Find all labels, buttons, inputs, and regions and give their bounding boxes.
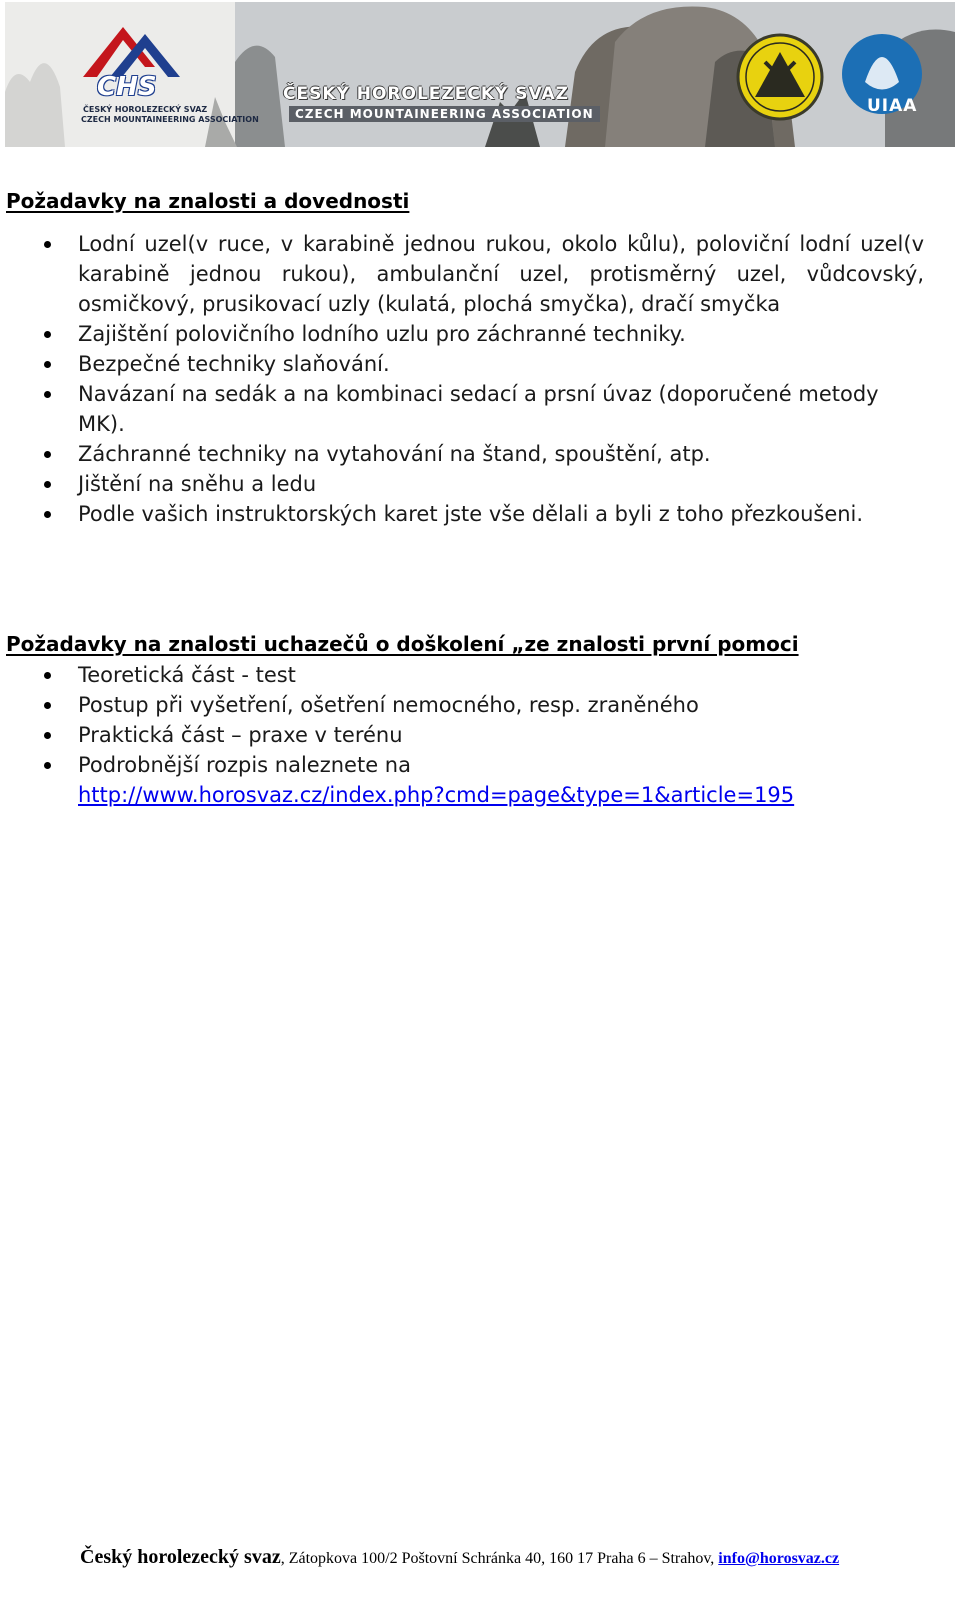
chs-logo-subtitle-en: CZECH MOUNTAINEERING ASSOCIATION bbox=[81, 115, 259, 124]
bullet-icon bbox=[44, 241, 51, 248]
list-item-text: Navázaní na sedák a na kombinaci sedací a prsní úvaz (doporučené metody MK). bbox=[78, 382, 879, 436]
bullet-icon bbox=[44, 732, 51, 739]
list-item-text: Postup při vyšetření, ošetření nemocného, resp. zraněného bbox=[78, 693, 699, 717]
list-item bbox=[0, 499, 924, 529]
details-link[interactable]: http://www.horosvaz.cz/index.php?cmd=page&type=1&article=195 bbox=[78, 783, 795, 807]
first-aid-list bbox=[0, 660, 924, 810]
bullet-icon bbox=[44, 672, 51, 679]
chs-logo-subtitle-cz: ČESKÝ HOROLEZECKÝ SVAZ bbox=[83, 105, 208, 114]
bullet-icon bbox=[44, 481, 51, 488]
bullet-icon bbox=[44, 391, 51, 398]
list-item-text: Praktická část – praxe v terénu bbox=[78, 723, 403, 747]
list-item-text: Lodní uzel(v ruce, v karabině jednou rukou, okolo kůlu), poloviční lodní uzel(v karabině jednou rukou), ambulanční uzel, protisměrný uzel, vůdcovský, osmičkový, prusikovací uzly (kulatá, plochá smyčka), dračí smyčka bbox=[78, 232, 924, 316]
list-item-text: Zajištění polovičního lodního uzlu pro záchranné techniky. bbox=[78, 322, 686, 346]
footer-address: , Zátopkova 100/2 Poštovní Schránka 40, 160 17 Praha 6 – Strahov, bbox=[280, 1550, 719, 1567]
list-item-text: Podle vašich instruktorských karet jste vše dělali a byli z toho přezkoušeni. bbox=[78, 502, 864, 526]
banner-subtitle: CZECH MOUNTAINEERING ASSOCIATION bbox=[289, 106, 600, 122]
section-heading-first-aid: Požadavky na znalosti uchazečů o doškolení „ze znalosti první pomoci bbox=[6, 632, 799, 656]
bullet-icon bbox=[44, 451, 51, 458]
bullet-icon bbox=[44, 331, 51, 338]
list-item-text: Teoretická část - test bbox=[78, 663, 296, 687]
list-item bbox=[0, 319, 924, 349]
skills-list bbox=[0, 229, 924, 529]
chs-logo-text: CHS bbox=[97, 72, 157, 102]
list-item bbox=[0, 750, 924, 810]
footer-organization: Český horolezecký svaz bbox=[80, 1546, 281, 1568]
list-item bbox=[0, 379, 924, 439]
list-item bbox=[0, 349, 924, 379]
list-item-text: Podrobnější rozpis naleznete na bbox=[78, 753, 411, 777]
list-item bbox=[0, 720, 924, 750]
bullet-icon bbox=[44, 762, 51, 769]
bullet-icon bbox=[44, 702, 51, 709]
bullet-icon bbox=[44, 361, 51, 368]
list-item-text: Jištění na sněhu a ledu bbox=[78, 472, 317, 496]
list-item-text: Záchranné techniky na vytahování na štand, spouštění, atp. bbox=[78, 442, 711, 466]
list-item bbox=[0, 469, 924, 499]
list-item bbox=[0, 690, 924, 720]
list-item bbox=[0, 229, 924, 319]
bullet-icon bbox=[44, 511, 51, 518]
footer-email-link[interactable]: info@horosvaz.cz bbox=[718, 1550, 840, 1567]
uiaa-logo-text: UIAA bbox=[867, 96, 918, 116]
section-heading-skills: Požadavky na znalosti a dovednosti bbox=[6, 189, 410, 213]
emblem-logo bbox=[738, 35, 822, 119]
list-item-text: Bezpečné techniky slaňování. bbox=[78, 352, 390, 376]
list-item bbox=[0, 660, 924, 690]
header-banner bbox=[5, 2, 955, 147]
footer bbox=[80, 1546, 839, 1569]
list-item bbox=[0, 439, 924, 469]
banner-title: ČESKÝ HOROLEZECKÝ SVAZ bbox=[283, 84, 569, 104]
